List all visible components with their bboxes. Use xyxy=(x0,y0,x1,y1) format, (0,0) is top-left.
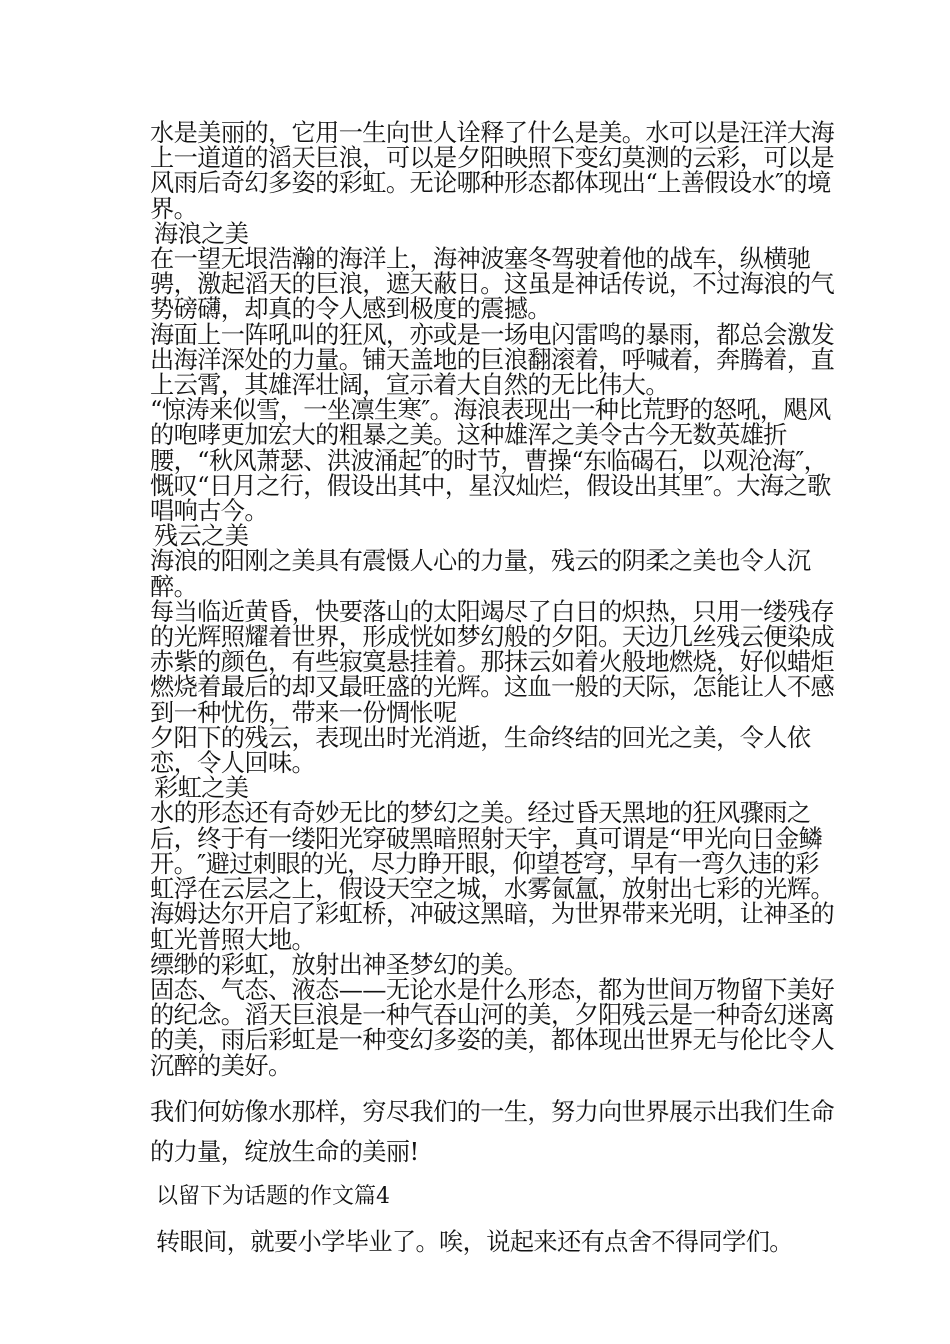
paragraph: 每当临近黄昏，快要落山的太阳竭尽了白日的炽热，只用一缕残存的光辉照耀着世界，形成恍如梦幻般的夕阳。天边几丝残云便染成赤紫的颜色，有些寂寞悬挂着。那抹云如着火般地燃烧，好似蜡炬燃烧着最后的却又最旺盛的光辉。这血一般的天际，怎能让人不感到一种忧伤，带来一份惆怅呢 xyxy=(150,597,835,727)
section-heading-rainbow: 彩虹之美 xyxy=(154,774,249,803)
essay-title: 以留下为话题的作文篇4 xyxy=(156,1183,390,1209)
section-heading-clouds: 残云之美 xyxy=(154,522,249,551)
paragraph-intro: 水是美丽的，它用一生向世人诠释了什么是美。水可以是汪洋大海上一道道的滔天巨浪，可以是夕阳映照下变幻莫测的云彩，可以是风雨后奇幻多姿的彩虹。无论哪种形态都体现出“上善假设水″的境界。 xyxy=(150,119,835,223)
paragraph: 固态、气态、液态——无论水是什么形态，都为世间万物留下美好的纪念。滔天巨浪是一种气吞山河的美，夕阳残云是一种奇幻迷离的美，雨后彩虹是一种变幻多姿的美，都体现出世界无与伦比令人沉醉的美好。 xyxy=(150,975,835,1080)
paragraph: 缥缈的彩虹，放射出神圣梦幻的美。 xyxy=(150,950,528,979)
paragraph: 在一望无垠浩瀚的海洋上，海神波塞冬驾驶着他的战车，纵横驰骋，激起滔天的巨浪，遮天蔽日。这虽是神话传说，不过海浪的气势磅礴，却真的令人感到极度的震撼。 xyxy=(150,245,835,324)
essay-body xyxy=(140,121,840,1172)
paragraph-next-essay: 转眼间，就要小学毕业了。唉，说起来还有点舍不得同学们。 xyxy=(156,1227,793,1256)
document-page xyxy=(140,121,840,1255)
section-heading-waves: 海浪之美 xyxy=(154,219,249,248)
paragraph: “惊涛来似雪，一坐凛生寒″。海浪表现出一种比荒野的怒吼，飓风的咆哮更加宏大的粗暴之美。这种雄浑之美令古今无数英雄折腰，“秋风萧瑟、洪波涌起″的时节，曹操“东临碣石，以观沧海″，慨叹“日月之行，假设出其中，星汉灿烂，假设出其里″。大海之歌唱响古今。 xyxy=(150,396,831,526)
paragraph: 水的形态还有奇妙无比的梦幻之美。经过昏天黑地的狂风骤雨之后，终于有一缕阳光穿破黑暗照射天宇，真可谓是“甲光向日金鳞开。″避过刺眼的光，尽力睁开眼，仰望苍穹，早有一弯久违的彩虹浮在云层之上，假设天空之城，水雾氤氲，放射出七彩的光辉。海姆达尔开启了彩虹桥，冲破这黑暗，为世界带来光明，让神圣的虹光普照大地。 xyxy=(150,799,835,954)
paragraph: 海浪的阳刚之美具有震慑人心的力量，残云的阴柔之美也令人沉醉。 xyxy=(150,547,811,601)
paragraph: 夕阳下的残云，表现出时光消逝，生命终结的回光之美，令人依恋，令人回味。 xyxy=(150,723,811,778)
paragraph-closing: 我们何妨像水那样，穷尽我们的一生，努力向世界展示出我们生命的力量，绽放生命的美丽! xyxy=(150,1097,835,1166)
paragraph: 海面上一阵吼叫的狂风，亦或是一场电闪雷鸣的暴雨，都总会激发出海洋深处的力量。铺天盖地的巨浪翻滚着，呼喊着，奔腾着，直上云霄，其雄浑壮阔，宣示着大自然的无比伟大。 xyxy=(150,320,835,400)
